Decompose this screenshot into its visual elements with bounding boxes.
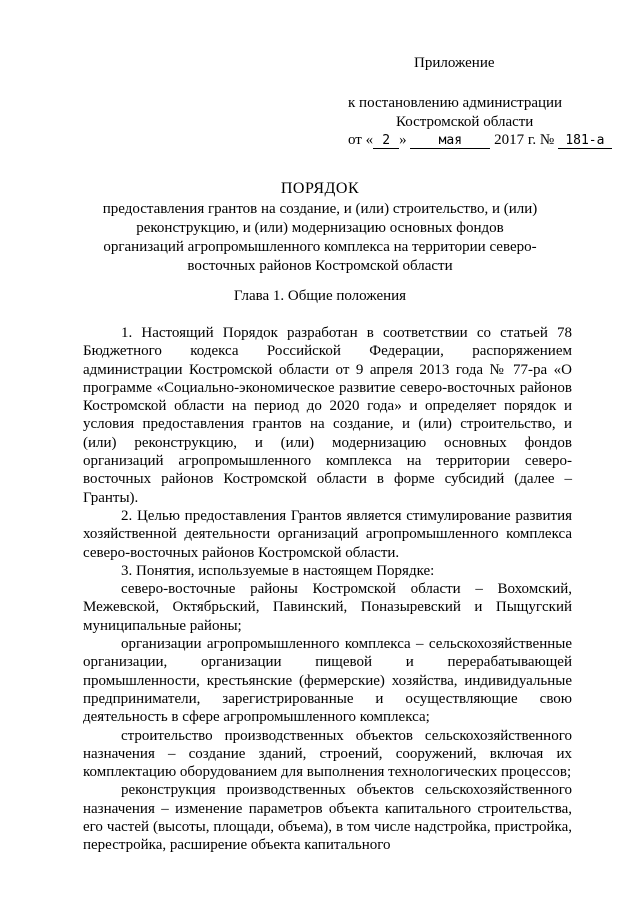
document-body xyxy=(83,324,572,855)
document-subtitle: предоставления грантов на создание, и (или) строительство, и (или) реконструкцию, и (или) модернизацию основных фондов организаций агропромышленного комплекса на территории северо-восточных районов Костромской области xyxy=(102,201,538,274)
resolution-number: 181-а xyxy=(558,133,612,149)
date-month: мая xyxy=(410,133,490,149)
paragraph: организации агропромышленного комплекса – сельскохозяйственные организации, организации пищевой и перерабатывающей промышленности, крестьянские (фермерские) хозяйства, индивидуальные предприниматели, зарегистрированные и осуществляющие свою деятельность в сфере агропромышленного комплекса; xyxy=(83,636,572,726)
paragraph: строительство производственных объектов сельскохозяйственного назначения – создание зданий, строений, сооружений, включая их комплектацию оборудованием для выполнения технологических процессов; xyxy=(83,727,572,781)
date-close-quote: » xyxy=(399,132,407,148)
paragraph: 2. Целью предоставления Грантов является стимулирование развития хозяйственной деятельности организаций агропромышленного комплекса северо-восточных районов Костромской области. xyxy=(83,507,572,561)
paragraph: реконструкция производственных объектов сельскохозяйственного назначения – изменение параметров объекта капитального строительства, его частей (высоты, площади, объема), в том числе надстройка, пристройка, перестройка, расширение объекта капитального xyxy=(83,782,572,854)
attachment-line-2: Костромской области xyxy=(396,114,534,130)
year-and-number-label: 2017 г. № xyxy=(494,132,555,148)
resolution-date-number xyxy=(348,132,612,149)
attachment-label: Приложение xyxy=(414,55,495,71)
document-title: ПОРЯДОК xyxy=(280,180,360,197)
paragraph: 3. Понятия, используемые в настоящем Порядке: xyxy=(121,562,435,579)
attachment-line-1: к постановлению администрации xyxy=(348,95,563,111)
date-day: 2 xyxy=(373,133,399,149)
chapter-heading: Глава 1. Общие положения xyxy=(233,288,407,304)
paragraph: северо-восточные районы Костромской области – Вохомский, Межевской, Октябрьский, Павинский, Поназыревский и Пыщугский муниципальные районы; xyxy=(83,581,572,634)
paragraph: 1. Настоящий Порядок разработан в соответствии со статьей 78 Бюджетного кодекса Российской Федерации, распоряжением администрации Костромской области от 9 апреля 2013 года № 77-ра «О программе «Социально-экономическое развитие северо-восточных районов Костромской области на период до 2020 года» и определяет порядок и условия предоставления грантов на создание, и (или) строительство, и (или) реконструкцию, и (или) модернизацию основных фондов организаций агропромышленного комплекса на территории северо-восточных районов Костромской области в форме субсидий (далее – Гранты). xyxy=(83,325,572,506)
date-prefix: от « xyxy=(348,132,374,148)
